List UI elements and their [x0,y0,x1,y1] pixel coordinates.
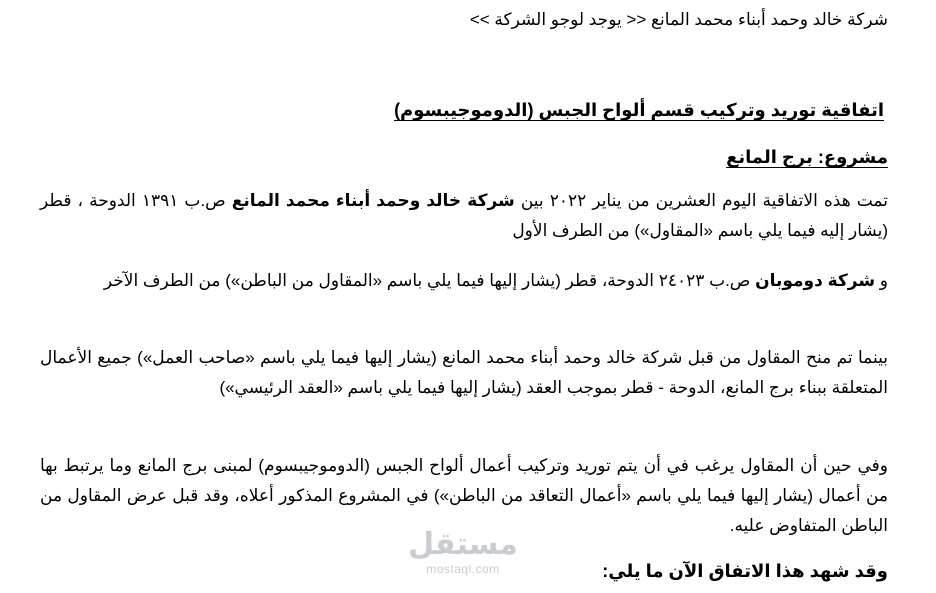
para2-text-start: و [875,271,888,290]
company-header: شركة خالد وحمد أبناء محمد المانع << يوجد لوجو الشركة >> [469,10,888,29]
closing-statement: وقد شهد هذا الاتفاق الآن ما يلي: [602,561,888,581]
para1-text-end: ص.ب ١٣٩١ الدوحة ، قطر (يشار إليه فيما يلي باسم «المقاول») من الطرف الأول [40,191,888,240]
paragraph-parties-first [40,186,888,246]
para1-text-start: تمت هذه الاتفاقية اليوم العشرين من يناير ٢٠٢٢ بين [514,191,888,210]
watermark-arabic: مستقل [408,528,518,561]
para2-company-name: شركة دوموبان [755,271,876,290]
paragraph-main-contract: بينما تم منح المقاول من قبل شركة خالد وحمد أبناء محمد المانع (يشار إليها فيما يلي باسم «صاحب العمل») جميع الأعمال المتعلقة ببناء برج المانع، الدوحة - قطر بموجب العقد (يشار إليها فيما يلي باسم «العقد الرئيسي») [40,348,888,397]
watermark-latin: mostaql.com [426,562,500,576]
para2-text-end: ص.ب ٢٤٠٢٣ الدوحة، قطر (يشار إليها فيما يلي باسم «المقاول من الباطن») من الطرف الآخر [103,271,756,290]
para1-company-name: شركة خالد وحمد أبناء محمد المانع [231,191,515,210]
project-name: مشروع: برج المانع [726,147,888,167]
paragraph-parties-second [40,266,888,296]
document-page [40,0,888,593]
agreement-title: اتفاقية توريد وتركيب قسم ألواح الجبس (الدوموجيبسوم) [394,100,884,120]
mostaql-watermark [398,528,528,584]
paragraph-subcontract-works: وفي حين أن المقاول يرغب في أن يتم توريد وتركيب أعمال ألواح الجبس (الدوموجيبسوم) لمبنى برج المانع وما يرتبط بها من أعمال (يشار إليها فيما يلي باسم «أعمال التعاقد من الباطن») في المشروع المذكور أعلاه، وقد قبل عرض المقاول من الباطن المتفاوض عليه. [40,456,888,535]
